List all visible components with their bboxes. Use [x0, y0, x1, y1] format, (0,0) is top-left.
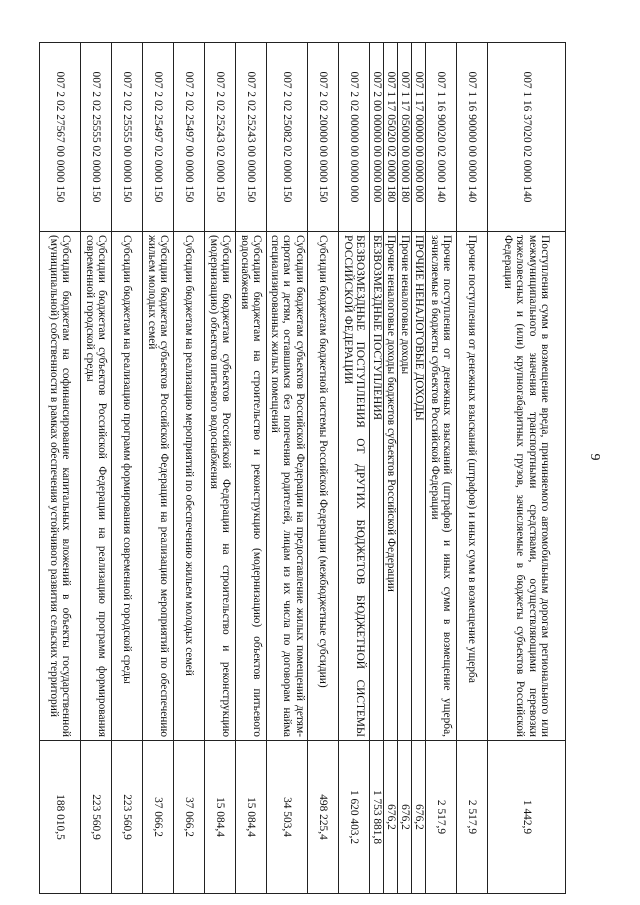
amount-cell: 1 753 881,8 — [370, 741, 384, 894]
table-row — [412, 43, 426, 894]
budget-code-cell: 007 1 17 00000 00 0000 000 — [412, 43, 426, 232]
table-row — [308, 43, 339, 894]
table-row — [370, 43, 384, 894]
amount-cell: 15 084,4 — [205, 741, 236, 894]
revenue-name-cell: Субсидии бюджетам субъектов Российской Федерации на строительство и реконструкцию (модернизацию) объектов питьевого водоснабжения — [205, 232, 236, 741]
budget-code-cell: 007 2 02 25497 02 0000 150 — [143, 43, 174, 232]
table-row — [205, 43, 236, 894]
amount-cell: 223 560,9 — [112, 741, 143, 894]
amount-cell: 2 517,9 — [426, 741, 457, 894]
revenue-name-cell: БЕЗВОЗМЕЗДНЫЕ ПОСТУПЛЕНИЯ — [370, 232, 384, 741]
budget-code-cell: 007 2 02 25082 02 0000 150 — [267, 43, 308, 232]
revenue-name-cell: Субсидии бюджетам субъектов Российской Федерации на реализацию мероприятий по обеспечению жильем молодых семей — [143, 232, 174, 741]
amount-cell: 2 517,9 — [457, 741, 488, 894]
table-row — [81, 43, 112, 894]
budget-code-cell: 007 1 17 05020 02 0000 180 — [384, 43, 398, 232]
table-row — [384, 43, 398, 894]
revenue-name-cell: Субсидии бюджетам на софинансирование капитальных вложений в объекты государственной (муниципальной) собственности в рамках обеспечения устойчивого развития сельских территорий — [40, 232, 81, 741]
amount-cell: 498 225,4 — [308, 741, 339, 894]
rotated-content — [39, 42, 602, 872]
table-row — [143, 43, 174, 894]
revenue-name-cell: Субсидии бюджетам на строительство и реконструкцию (модернизацию) объектов питьевого водоснабжения — [236, 232, 267, 741]
table-row — [174, 43, 205, 894]
budget-code-cell: 007 2 02 00000 00 0000 000 — [339, 43, 370, 232]
revenue-name-cell: Субсидии бюджетам бюджетной системы Российской Федерации (межбюджетные субсидии) — [308, 232, 339, 741]
revenue-name-cell: Поступления сумм в возмещение вреда, причиняемого автомобильным дорогам регионального или межмуниципального значения транспортными средствами, осуществляющими перевозки тяжеловесных и (или) крупногабаритных грузов, зачисляемые в бюджеты субъектов Российской Федерации — [488, 232, 566, 741]
table-row — [112, 43, 143, 894]
revenue-name-cell: ПРОЧИЕ НЕНАЛОГОВЫЕ ДОХОДЫ — [412, 232, 426, 741]
table-row — [40, 43, 81, 894]
amount-cell: 1 442,9 — [488, 741, 566, 894]
revenue-name-cell: Субсидии бюджетам на реализацию программ формирования современной городской среды — [112, 232, 143, 741]
amount-cell: 676,2 — [398, 741, 412, 894]
budget-code-cell: 007 1 16 90000 00 0000 140 — [457, 43, 488, 232]
amount-cell: 37 066,2 — [143, 741, 174, 894]
budget-code-cell: 007 1 16 90020 02 0000 140 — [426, 43, 457, 232]
table-body — [40, 43, 566, 894]
revenue-name-cell: Субсидии бюджетам субъектов Российской Федерации на реализацию программ формирования современной городской среды — [81, 232, 112, 741]
amount-cell: 676,2 — [384, 741, 398, 894]
budget-code-cell: 007 2 02 20000 00 0000 150 — [308, 43, 339, 232]
table-row — [398, 43, 412, 894]
budget-code-cell: 007 1 16 37020 02 0000 140 — [488, 43, 566, 232]
revenue-name-cell: Прочие поступления от денежных взысканий (штрафов) и иных сумм в возмещение ущерба — [457, 232, 488, 741]
revenue-name-cell: Субсидии бюджетам субъектов Российской Федерации на предоставление жилых помещений детям-сиротам и детям, оставшимся без попечения родителей, лицам из их числа по договорам найма специализированных жилых помещений — [267, 232, 308, 741]
table-row — [488, 43, 566, 894]
budget-code-cell: 007 2 00 00000 00 0000 000 — [370, 43, 384, 232]
revenue-name-cell: БЕЗВОЗМЕЗДНЫЕ ПОСТУПЛЕНИЯ ОТ ДРУГИХ БЮДЖЕТОВ БЮДЖЕТНОЙ СИСТЕМЫ РОССИЙСКОЙ ФЕДЕРАЦИИ — [339, 232, 370, 741]
amount-cell: 188 010,5 — [40, 741, 81, 894]
revenue-name-cell: Субсидии бюджетам на реализацию мероприятий по обеспечению жильем молодых семей — [174, 232, 205, 741]
budget-code-cell: 007 2 02 25243 02 0000 150 — [205, 43, 236, 232]
table-row — [457, 43, 488, 894]
amount-cell: 34 503,4 — [267, 741, 308, 894]
table-row — [267, 43, 308, 894]
budget-code-cell: 007 1 17 05000 00 0000 180 — [398, 43, 412, 232]
revenue-name-cell: Прочие поступления от денежных взысканий (штрафов) и иных сумм в возмещение ущерба, зачисляемые в бюджеты субъектов Российской Федерации — [426, 232, 457, 741]
budget-code-cell: 007 2 02 25555 00 0000 150 — [112, 43, 143, 232]
table-row — [339, 43, 370, 894]
amount-cell: 37 066,2 — [174, 741, 205, 894]
revenue-name-cell: Прочие неналоговые доходы — [398, 232, 412, 741]
amount-cell: 223 560,9 — [81, 741, 112, 894]
table-row — [236, 43, 267, 894]
amount-cell: 676,2 — [412, 741, 426, 894]
revenue-table — [39, 42, 566, 894]
amount-cell: 1 620 403,2 — [339, 741, 370, 894]
budget-code-cell: 007 2 02 25555 02 0000 150 — [81, 43, 112, 232]
budget-code-cell: 007 2 02 25243 00 0000 150 — [236, 43, 267, 232]
amount-cell: 15 084,4 — [236, 741, 267, 894]
page-number: 9 — [587, 453, 602, 461]
table-row — [426, 43, 457, 894]
budget-code-cell: 007 2 02 25497 00 0000 150 — [174, 43, 205, 232]
budget-code-cell: 007 2 02 27567 00 0000 150 — [40, 43, 81, 232]
revenue-name-cell: Прочие неналоговые доходы бюджетов субъектов Российской Федерации — [384, 232, 398, 741]
